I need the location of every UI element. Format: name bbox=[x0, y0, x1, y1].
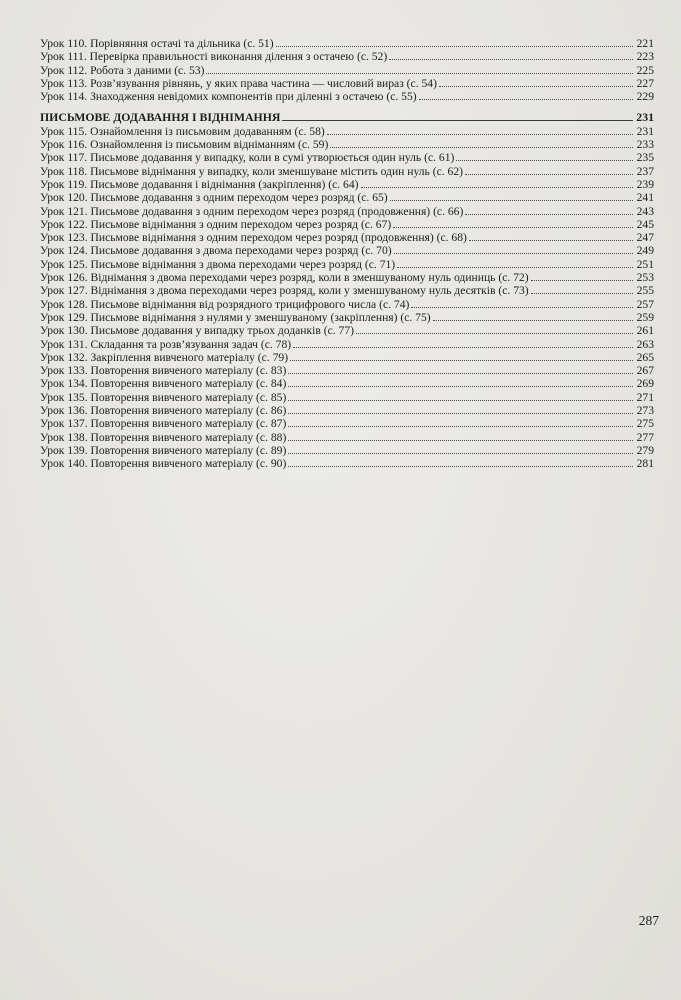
toc-dot-leader bbox=[389, 58, 633, 60]
toc-entry-title: Урок 139. Повторення вивченого матеріалу (с. 89) bbox=[40, 443, 287, 457]
toc-dot-leader bbox=[288, 412, 633, 414]
toc-entry-page: 255 bbox=[636, 284, 654, 298]
toc-entry-page: 273 bbox=[636, 404, 654, 418]
toc-entry-page: 253 bbox=[636, 271, 654, 285]
toc-dot-leader bbox=[411, 306, 633, 308]
toc-entry bbox=[40, 351, 654, 364]
toc-entry bbox=[40, 431, 654, 444]
toc-entry-page: 247 bbox=[636, 231, 654, 245]
toc-entry-page: 223 bbox=[636, 50, 654, 64]
toc-entry-title: Урок 112. Робота з даними (с. 53) bbox=[40, 63, 205, 77]
toc-entry bbox=[40, 417, 654, 430]
page-number: 287 bbox=[638, 913, 659, 928]
toc-dot-leader bbox=[456, 159, 633, 161]
toc-entry-title: Урок 117. Письмове додавання у випадку, коли в сумі утворюється один нуль (с. 61) bbox=[40, 151, 455, 165]
toc-dot-leader bbox=[433, 319, 633, 321]
toc-entry-title: Урок 126. Віднімання з двома переходами через розряд, коли в зменшуваному нуль одиниць (с. 72) bbox=[40, 271, 529, 285]
toc-entry-page: 225 bbox=[636, 63, 654, 77]
toc-entry-title: Урок 137. Повторення вивченого матеріалу (с. 87) bbox=[40, 417, 287, 431]
toc-entry-title: Урок 113. Розв’язування рівнянь, у яких права частина — числовий вираз (с. 54) bbox=[40, 76, 437, 90]
toc-entry-title: Урок 129. Письмове віднімання з нулями у зменшуваному (закріплення) (с. 75) bbox=[40, 310, 431, 324]
toc-entry-page: 275 bbox=[636, 417, 654, 431]
toc-entry bbox=[40, 37, 654, 50]
toc-entry-title: Урок 138. Повторення вивченого матеріалу (с. 88) bbox=[40, 430, 287, 444]
toc-entry bbox=[40, 338, 654, 351]
toc-entry-title: Урок 118. Письмове віднімання у випадку, коли зменшуване містить один нуль (с. 62) bbox=[40, 164, 463, 178]
toc-entry bbox=[40, 125, 654, 138]
toc-entry bbox=[40, 311, 654, 324]
toc-dot-leader bbox=[288, 425, 633, 427]
toc-dot-leader bbox=[394, 252, 633, 254]
toc-entry-page: 251 bbox=[636, 257, 654, 271]
toc-dot-leader bbox=[361, 186, 634, 188]
toc-dot-leader bbox=[469, 239, 633, 241]
toc-entry-page: 221 bbox=[636, 37, 654, 50]
toc-entry-title: Урок 114. Знаходження невідомих компонентів при діленні з остачею (с. 55) bbox=[40, 90, 417, 104]
toc-entry-page: 265 bbox=[636, 350, 654, 364]
toc-entry bbox=[40, 457, 654, 470]
toc-entry-page: 239 bbox=[636, 177, 654, 191]
toc-entry-title: Урок 132. Закріплення вивченого матеріалу (с. 79) bbox=[40, 350, 289, 364]
toc-entry-page: 271 bbox=[636, 390, 654, 404]
toc-dot-leader bbox=[288, 399, 633, 401]
toc-entry bbox=[40, 90, 654, 103]
toc-entry bbox=[40, 244, 654, 257]
toc-entry-page: 241 bbox=[636, 191, 654, 205]
section-leader-line bbox=[282, 119, 633, 121]
toc-entry bbox=[40, 271, 654, 284]
toc-entry bbox=[40, 64, 654, 77]
toc-dot-leader bbox=[288, 439, 633, 441]
toc-entry bbox=[40, 151, 654, 164]
toc-entry-page: 261 bbox=[636, 324, 654, 338]
toc-entry-title: Урок 140. Повторення вивченого матеріалу (с. 90) bbox=[40, 457, 287, 471]
toc-entry bbox=[40, 404, 654, 417]
toc-entry bbox=[40, 218, 654, 231]
toc-entry-page: 263 bbox=[636, 337, 654, 351]
toc-entry-page: 231 bbox=[636, 124, 654, 138]
toc-entry bbox=[40, 324, 654, 337]
toc-entry-title: Урок 110. Порівняння остачі та дільника (с. 51) bbox=[40, 37, 274, 50]
toc-dot-leader bbox=[206, 72, 633, 74]
toc-entry bbox=[40, 50, 654, 63]
toc-dot-leader bbox=[531, 292, 633, 294]
toc-entry-title: Урок 125. Письмове віднімання з двома переходами через розряд (с. 71) bbox=[40, 257, 396, 271]
toc-entry-title: Урок 123. Письмове віднімання з одним переходом через розряд (продовження) (с. 68) bbox=[40, 231, 467, 245]
toc-entry-page: 243 bbox=[636, 204, 654, 218]
toc-entry bbox=[40, 284, 654, 297]
toc-entry-title: Урок 127. Віднімання з двома переходами через розряд, коли у зменшуваному нуль десятків (с. 73) bbox=[40, 284, 529, 298]
toc-entry-title: Урок 120. Письмове додавання з одним переходом через розряд (с. 65) bbox=[40, 191, 388, 205]
toc-dot-leader bbox=[288, 372, 633, 374]
toc-entry-title: Урок 135. Повторення вивченого матеріалу (с. 85) bbox=[40, 390, 287, 404]
toc-dot-leader bbox=[327, 133, 633, 135]
toc-dot-leader bbox=[288, 385, 633, 387]
toc-entry-page: 237 bbox=[636, 164, 654, 178]
toc-entry-page: 233 bbox=[636, 138, 654, 152]
toc-entry-page: 249 bbox=[636, 244, 654, 258]
toc-entry-title: Урок 130. Письмове додавання у випадку трьох доданків (с. 77) bbox=[40, 324, 354, 338]
toc-entry-page: 267 bbox=[636, 364, 654, 378]
toc-entry-title: Урок 121. Письмове додавання з одним переходом через розряд (продовження) (с. 66) bbox=[40, 204, 464, 218]
toc-section-heading bbox=[40, 111, 654, 124]
toc-dot-leader bbox=[276, 45, 633, 47]
toc-dot-leader bbox=[393, 226, 633, 228]
toc-entry-page: 227 bbox=[636, 76, 654, 90]
toc-entry-title: Урок 134. Повторення вивченого матеріалу (с. 84) bbox=[40, 377, 287, 391]
toc-dot-leader bbox=[465, 173, 633, 175]
toc-entry bbox=[40, 377, 654, 390]
toc-entry bbox=[40, 205, 654, 218]
toc-entry bbox=[40, 77, 654, 90]
toc-entry bbox=[40, 138, 654, 151]
toc-dot-leader bbox=[397, 266, 633, 268]
toc-entry-page: 279 bbox=[636, 443, 654, 457]
section-page-number: 231 bbox=[636, 110, 654, 125]
toc-group-written-addition-subtraction bbox=[40, 125, 654, 471]
toc-entry-title: Урок 133. Повторення вивченого матеріалу (с. 83) bbox=[40, 364, 287, 378]
toc-entry bbox=[40, 444, 654, 457]
toc-entry-title: Урок 116. Ознайомлення із письмовим відніманням (с. 59) bbox=[40, 138, 329, 152]
toc-entry-title: Урок 115. Ознайомлення із письмовим додаванням (с. 58) bbox=[40, 124, 325, 138]
toc-entry-page: 281 bbox=[636, 457, 654, 471]
toc-entry bbox=[40, 231, 654, 244]
toc-entry bbox=[40, 191, 654, 204]
table-of-contents bbox=[40, 37, 654, 471]
toc-group-division-remainder bbox=[40, 37, 654, 103]
toc-entry-title: Урок 119. Письмове додавання і віднімання (закріплення) (с. 64) bbox=[40, 177, 359, 191]
toc-entry-page: 259 bbox=[636, 310, 654, 324]
section-title: ПИСЬМОВЕ ДОДАВАННЯ І ВІДНІМАННЯ bbox=[40, 110, 281, 125]
toc-entry-title: Урок 131. Складання та розв’язування задач (с. 78) bbox=[40, 337, 292, 351]
toc-dot-leader bbox=[356, 332, 633, 334]
toc-entry-page: 245 bbox=[636, 217, 654, 231]
toc-entry bbox=[40, 258, 654, 271]
toc-entry bbox=[40, 165, 654, 178]
toc-dot-leader bbox=[293, 346, 633, 348]
toc-entry-page: 235 bbox=[636, 151, 654, 165]
toc-entry bbox=[40, 364, 654, 377]
toc-entry-title: Урок 124. Письмове додавання з двома переходами через розряд (с. 70) bbox=[40, 244, 392, 258]
toc-dot-leader bbox=[419, 98, 633, 100]
toc-entry-page: 277 bbox=[636, 430, 654, 444]
toc-entry-page: 257 bbox=[636, 297, 654, 311]
toc-dot-leader bbox=[290, 359, 633, 361]
toc-entry-title: Урок 122. Письмове віднімання з одним переходом через розряд (с. 67) bbox=[40, 217, 392, 231]
toc-entry-title: Урок 111. Перевірка правильності виконання ділення з остачею (с. 52) bbox=[40, 50, 388, 64]
toc-entry-page: 229 bbox=[636, 90, 654, 104]
toc-entry bbox=[40, 178, 654, 191]
toc-entry-title: Урок 136. Повторення вивченого матеріалу (с. 86) bbox=[40, 404, 287, 418]
toc-dot-leader bbox=[330, 146, 633, 148]
toc-entry bbox=[40, 298, 654, 311]
toc-dot-leader bbox=[288, 465, 633, 467]
toc-dot-leader bbox=[531, 279, 633, 281]
toc-entry-title: Урок 128. Письмове віднімання від розрядного трицифрового числа (с. 74) bbox=[40, 297, 410, 311]
toc-dot-leader bbox=[288, 452, 633, 454]
toc-entry bbox=[40, 391, 654, 404]
toc-dot-leader bbox=[465, 213, 633, 215]
toc-dot-leader bbox=[390, 199, 633, 201]
toc-entry-page: 269 bbox=[636, 377, 654, 391]
toc-dot-leader bbox=[439, 85, 633, 87]
